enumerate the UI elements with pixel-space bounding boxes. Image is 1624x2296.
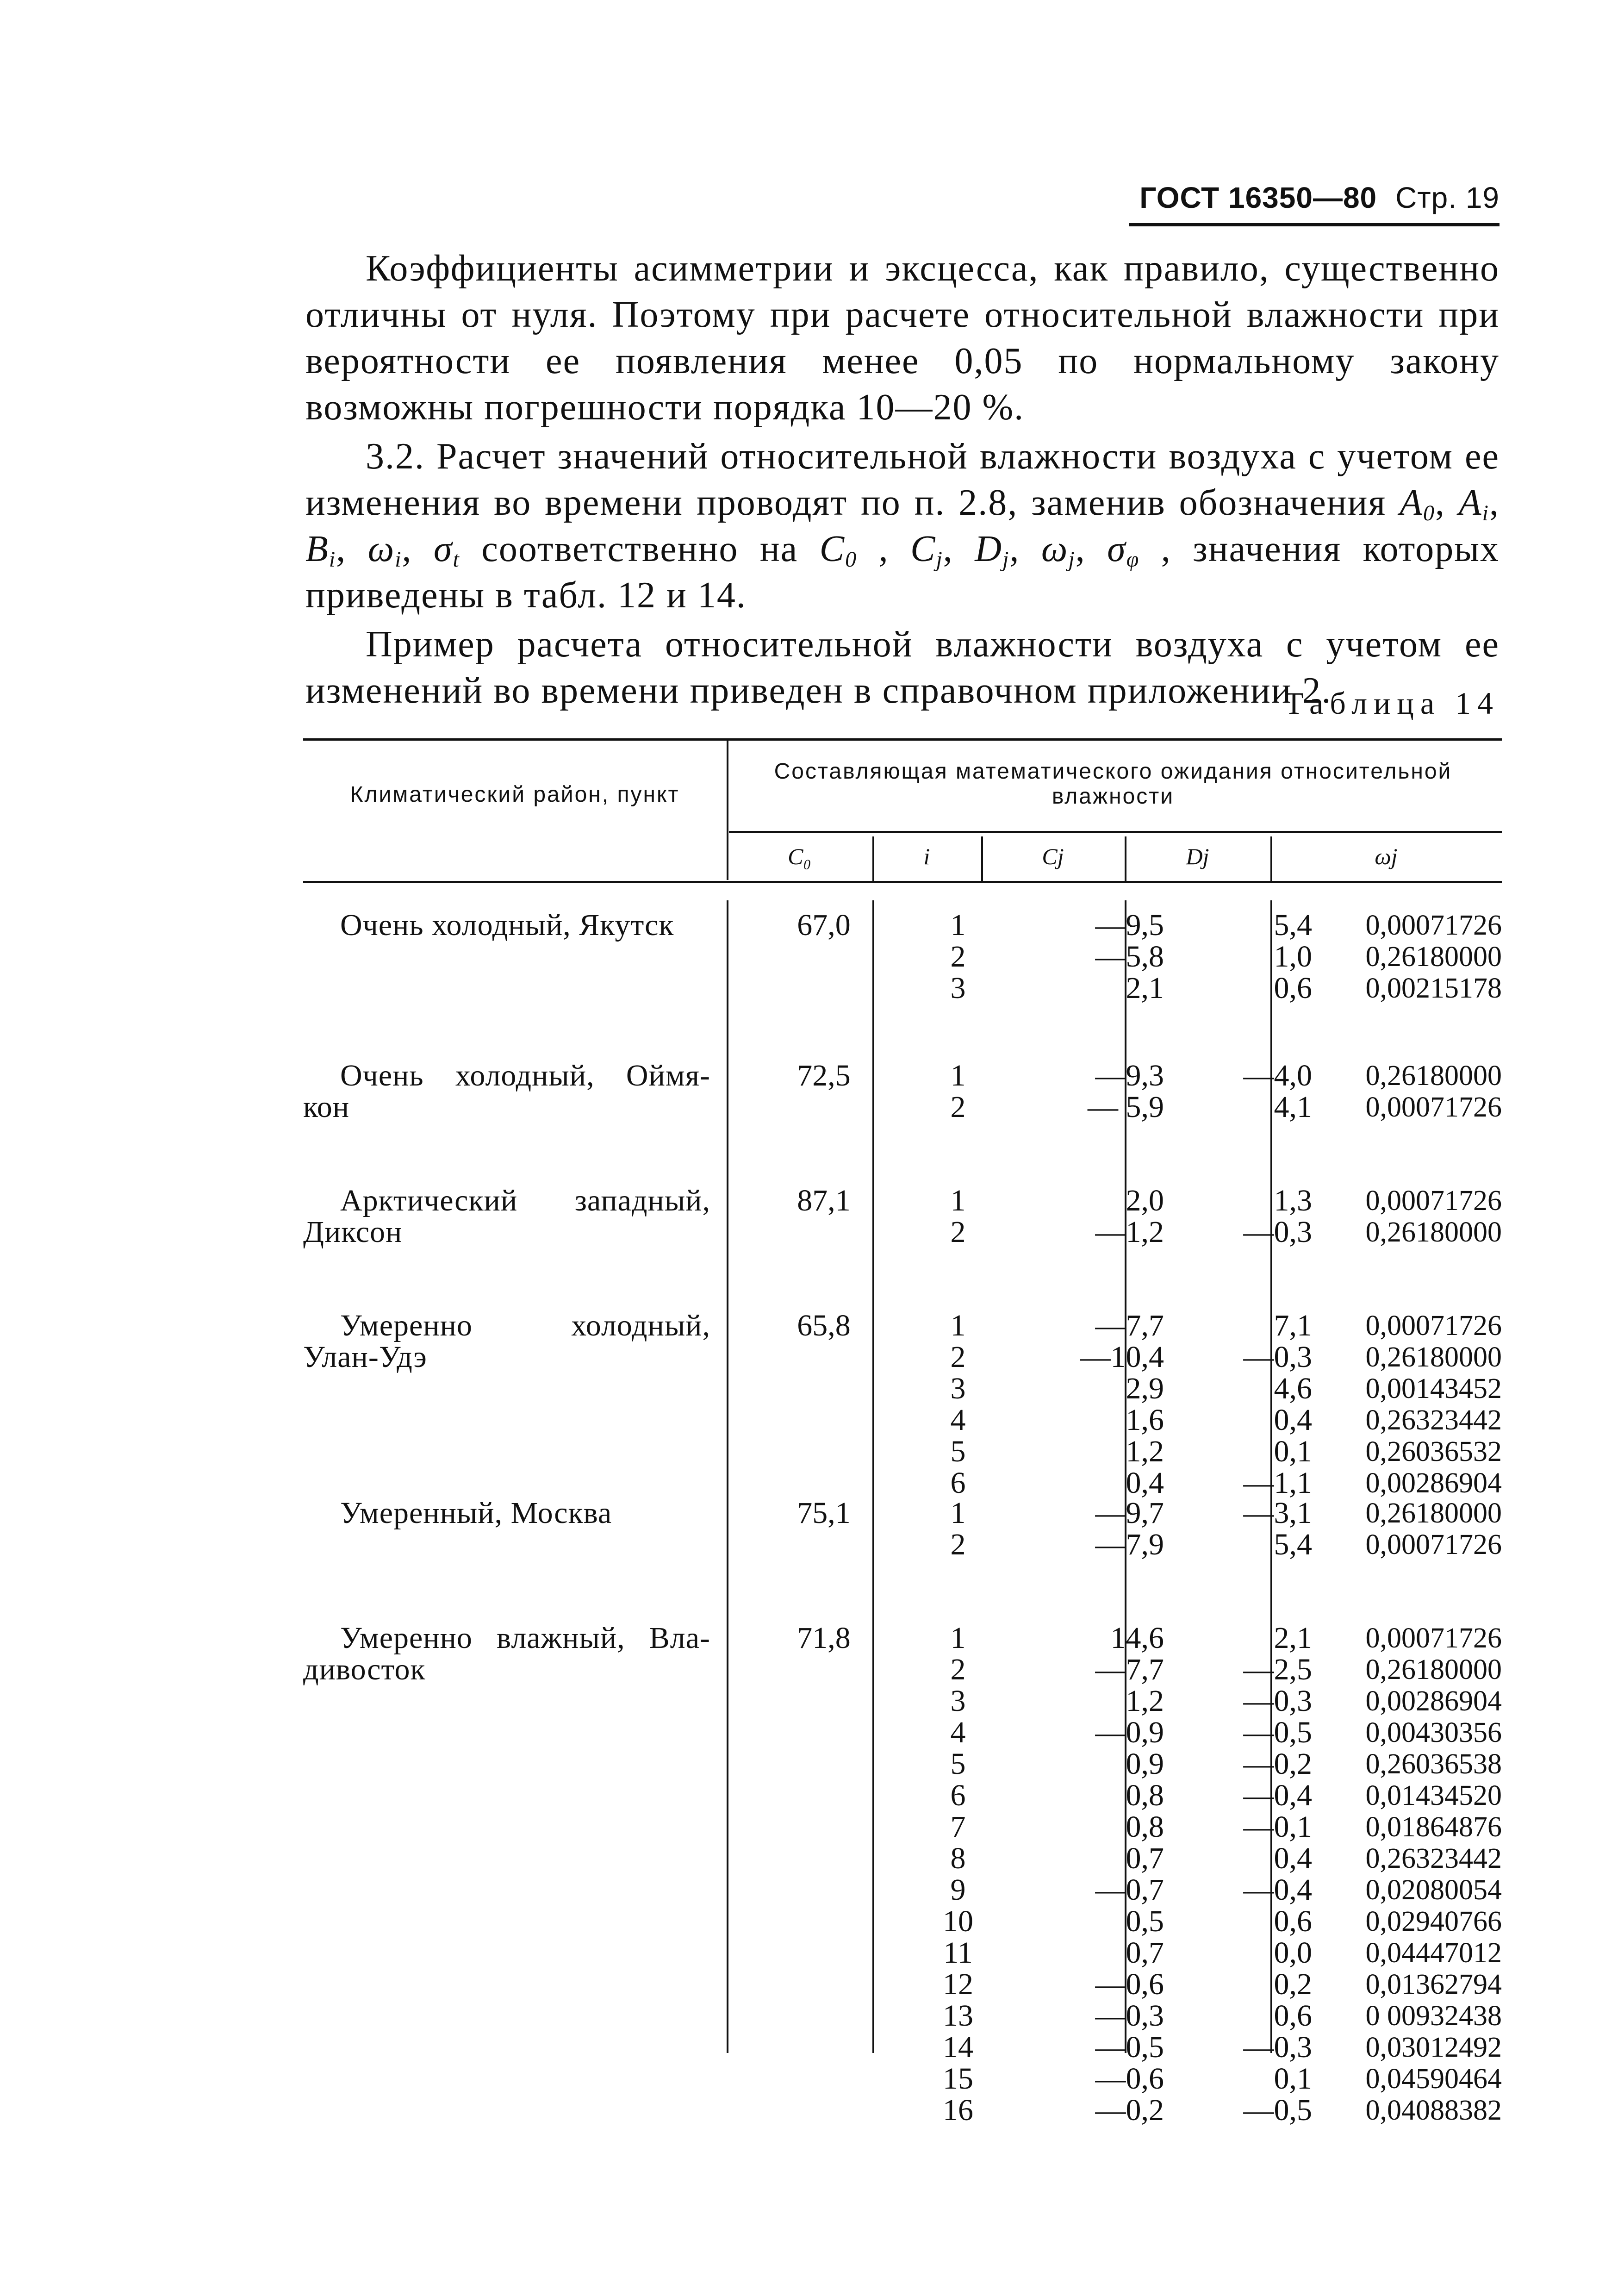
table-row — [303, 1906, 1502, 1937]
harmonic-index: 1 — [950, 1309, 966, 1342]
omega-j-value: 0,26180000 — [1365, 1060, 1502, 1092]
harmonic-index: 14 — [943, 2030, 973, 2064]
harmonic-index: 1 — [950, 1184, 966, 1217]
omega-j-value: 0,26180000 — [1365, 1654, 1502, 1685]
table-row — [303, 1937, 1502, 1969]
symbol-sigma-t: $\sigma_t$ — [434, 529, 460, 572]
table-row — [303, 1874, 1502, 1906]
dj-value: 0,6 — [1274, 1999, 1312, 2033]
cj-value: 2,0 — [1126, 1184, 1164, 1217]
dj-value: 1,0 — [1274, 940, 1312, 973]
table-row — [303, 1217, 1502, 1248]
column-header-omega-j: ωj — [1375, 843, 1398, 869]
omega-j-value: 0,01434520 — [1365, 1780, 1502, 1811]
paragraph-3-2-text-b: соответственно на — [460, 529, 820, 569]
table-row — [303, 1497, 1502, 1529]
c0-value: 72,5 — [797, 1059, 851, 1092]
omega-j-value: 0,00071726 — [1365, 910, 1502, 941]
dj-value: 0,2 — [1274, 1967, 1312, 2001]
omega-j-value: 0,03012492 — [1365, 2032, 1502, 2063]
omega-j-value: 0,00071726 — [1365, 1622, 1502, 1654]
dj-value: 5,4 — [1274, 1528, 1312, 1561]
dj-value: 0,0 — [1274, 1936, 1312, 1970]
harmonic-index: 1 — [950, 908, 966, 942]
paragraph-coefficients: Коэффициенты асимметрии и эксцесса, как правило, существенно отличны от нуля. Поэтому при расчете относительной влажности при вероятности ее появления менее 0,05 по нормальному закону возможны погрешности порядка 10—20 %. — [305, 248, 1500, 428]
c0-value: 75,1 — [797, 1496, 851, 1530]
harmonic-index: 1 — [950, 1621, 966, 1655]
dj-value: —1,1 — [1243, 1466, 1312, 1500]
omega-j-value: 0,26036538 — [1365, 1748, 1502, 1780]
omega-j-value: 0,26180000 — [1365, 1341, 1502, 1373]
dj-value: —0,1 — [1243, 1810, 1312, 1844]
table-row — [303, 1843, 1502, 1874]
column-header-dj: Dj — [1186, 843, 1209, 869]
symbol-sigma-phi: $\sigma_\varphi$ — [1107, 529, 1140, 572]
table-row — [303, 1529, 1502, 1560]
table-row — [303, 941, 1502, 973]
table-row — [303, 2095, 1502, 2126]
cj-value: 0,7 — [1126, 1936, 1164, 1970]
region-name-line-1: Умеренный, Москва — [340, 1496, 612, 1530]
omega-j-value: 0,00071726 — [1365, 1185, 1502, 1217]
header-rule — [1129, 223, 1500, 226]
cj-value: 14,6 — [1110, 1621, 1164, 1655]
table-row — [303, 1811, 1502, 1843]
dj-value: 0,6 — [1274, 971, 1312, 1005]
symbol-omega-j: $\omega_j$ — [1041, 529, 1076, 572]
cj-value: — 5,9 — [1088, 1090, 1164, 1124]
omega-j-value: 0,01864876 — [1365, 1811, 1502, 1843]
region-name-line-2: дивосток — [303, 1653, 426, 1686]
omega-j-value: 0,26180000 — [1365, 1217, 1502, 1248]
table-row — [303, 973, 1502, 1004]
body-text — [305, 245, 1500, 714]
dj-value: 0,4 — [1274, 1403, 1312, 1437]
symbol-ai: $A_i$ — [1458, 482, 1489, 525]
table-row — [303, 2032, 1502, 2063]
omega-j-value: 0,00430356 — [1365, 1717, 1502, 1748]
cj-value: 0,8 — [1126, 1778, 1164, 1812]
c0-value: 87,1 — [797, 1184, 851, 1217]
harmonic-index: 1 — [950, 1496, 966, 1530]
dj-value: —0,4 — [1243, 1778, 1312, 1812]
cj-value: —7,9 — [1095, 1528, 1164, 1561]
paragraph-example: Пример расчета относительной влажности воздуха с учетом ее изменений во времени приведен в справочном приложении 2. — [305, 624, 1500, 711]
cj-value: —0,9 — [1095, 1716, 1164, 1749]
table-row — [303, 1685, 1502, 1717]
region-name-line-1: Очень холодный, Оймя- — [340, 1059, 710, 1092]
cj-value: —7,7 — [1095, 1653, 1164, 1686]
cj-value: 2,9 — [1126, 1372, 1164, 1405]
symbol-c0: $C_0$ — [819, 529, 858, 572]
table-subheader-rule — [729, 831, 1502, 833]
table-row — [303, 2063, 1502, 2095]
paragraph-3-2-text-a: 3.2. Расчет значений относительной влажности воздуха с учетом ее изменения во времени проводят по п. 2.8, заменив обозначения — [305, 436, 1500, 523]
cj-value: 2,1 — [1126, 971, 1164, 1005]
c0-value: 71,8 — [797, 1621, 851, 1655]
cj-value: —9,5 — [1095, 908, 1164, 942]
omega-j-value: 0,00215178 — [1365, 973, 1502, 1004]
harmonic-index: 6 — [950, 1466, 966, 1500]
harmonic-index: 16 — [943, 2093, 973, 2127]
table-row — [303, 1654, 1502, 1685]
table-row — [303, 1436, 1502, 1467]
symbol-a0: $A_0$ — [1400, 482, 1435, 525]
table-row — [303, 1373, 1502, 1404]
dj-value: —0,5 — [1243, 1716, 1312, 1749]
omega-j-value: 0,02080054 — [1365, 1874, 1502, 1906]
omega-j-value: 0,26323442 — [1365, 1843, 1502, 1874]
harmonic-index: 3 — [950, 1372, 966, 1405]
cj-value: —1,2 — [1095, 1215, 1164, 1249]
harmonic-index: 7 — [950, 1810, 966, 1844]
omega-j-value: 0,00286904 — [1365, 1467, 1502, 1499]
omega-j-value: 0,26036532 — [1365, 1436, 1502, 1467]
cj-value: —0,7 — [1095, 1873, 1164, 1907]
dj-value: —2,5 — [1243, 1653, 1312, 1686]
dj-value: —0,3 — [1243, 1684, 1312, 1718]
omega-j-value: 0,04088382 — [1365, 2095, 1502, 2126]
cj-value: 1,2 — [1126, 1435, 1164, 1468]
table-row — [303, 1467, 1502, 1499]
omega-j-value: 0 00932438 — [1365, 2000, 1502, 2032]
humidity-table — [303, 734, 1502, 2127]
harmonic-index: 8 — [950, 1841, 966, 1875]
paragraph-3-2-text-c: , значения которых приведены в табл. 12 и 14. — [305, 529, 1500, 616]
paragraph-3-2: 3.2. Расчет значений относительной влажности воздуха с учетом ее изменения во времени проводят по п. 2.8, заменив обозначения $A_0$, $A_i$, $B_i$, $\omega_i$, $\sigma_t$ соответственно на $C_0$ , $C_j$, $D_j$, $\omega_j$, $\sigma_\varphi$ , значения которых приведены в табл. 12 и 14. — [305, 436, 1500, 616]
cj-value: —0,6 — [1095, 1967, 1164, 2001]
column-header-cj: Cj — [1042, 843, 1064, 869]
harmonic-index: 5 — [950, 1435, 966, 1468]
region-name-line-1: Арктический западный, — [340, 1184, 710, 1217]
cj-value: 0,8 — [1126, 1810, 1164, 1844]
region-name-line-2: кон — [303, 1090, 350, 1124]
region-name-line-2: Диксон — [303, 1215, 403, 1249]
table-row — [303, 1404, 1502, 1436]
dj-value: —3,1 — [1243, 1496, 1312, 1530]
harmonic-index: 11 — [943, 1936, 973, 1970]
dj-value: 1,3 — [1274, 1184, 1312, 1217]
omega-j-value: 0,00071726 — [1365, 1310, 1502, 1341]
dj-value: 4,1 — [1274, 1090, 1312, 1124]
symbol-bi: $B_i$ — [305, 529, 336, 572]
table-row — [303, 1622, 1502, 1654]
omega-j-value: 0,00071726 — [1365, 1529, 1502, 1560]
table-row — [303, 1185, 1502, 1217]
cj-value: —10,4 — [1080, 1340, 1164, 1374]
dj-value: 0,1 — [1274, 1435, 1312, 1468]
dj-value: 2,1 — [1274, 1621, 1312, 1655]
cj-value: —9,7 — [1095, 1496, 1164, 1530]
dj-value: 0,1 — [1274, 2062, 1312, 2096]
table-row — [303, 1341, 1502, 1373]
cj-value: 1,6 — [1126, 1403, 1164, 1437]
table-row — [303, 1748, 1502, 1780]
harmonic-index: 2 — [950, 1215, 966, 1249]
symbol-omega-i: $\omega_i$ — [367, 529, 402, 572]
table-caption: Таблица 14 — [1284, 686, 1500, 721]
cj-value: 0,4 — [1126, 1466, 1164, 1500]
omega-j-value: 0,04447012 — [1365, 1937, 1502, 1969]
standard-number: ГОСТ 16350—80 — [1139, 181, 1377, 214]
table-row — [303, 1060, 1502, 1092]
cj-value: —9,3 — [1095, 1059, 1164, 1092]
symbol-cj: $C_j$ — [910, 529, 943, 572]
dj-value: —4,0 — [1243, 1059, 1312, 1092]
table-top-rule — [303, 738, 1502, 741]
omega-j-value: 0,26180000 — [1365, 1497, 1502, 1529]
header-expectation-component: Составляющая математического ожидания относительной влажности — [774, 759, 1452, 809]
table-row — [303, 1310, 1502, 1341]
cj-value: —0,5 — [1095, 2030, 1164, 2064]
dj-value: —0,3 — [1243, 1215, 1312, 1249]
cj-value: —7,7 — [1095, 1309, 1164, 1342]
harmonic-index: 2 — [950, 940, 966, 973]
cj-value: —0,6 — [1095, 2062, 1164, 2096]
omega-j-value: 0,00286904 — [1365, 1685, 1502, 1717]
omega-j-value: 0,04590464 — [1365, 2063, 1502, 2095]
symbol-dj: $D_j$ — [975, 529, 1010, 572]
omega-j-value: 0,00071726 — [1365, 1092, 1502, 1123]
header-region: Климатический район, пункт — [350, 782, 680, 807]
table-header-bottom-rule — [303, 881, 1502, 883]
table-row — [303, 1092, 1502, 1123]
column-header-i: i — [923, 843, 930, 869]
table-row — [303, 1969, 1502, 2000]
omega-j-value: 0,26180000 — [1365, 941, 1502, 973]
harmonic-index: 9 — [950, 1873, 966, 1907]
dj-value: 4,6 — [1274, 1372, 1312, 1405]
cj-value: —0,2 — [1095, 2093, 1164, 2127]
omega-j-value: 0,02940766 — [1365, 1906, 1502, 1937]
c0-value: 65,8 — [797, 1309, 851, 1342]
harmonic-index: 5 — [950, 1747, 966, 1781]
harmonic-index: 4 — [950, 1403, 966, 1437]
table-row — [303, 2000, 1502, 2032]
omega-j-value: 0,01362794 — [1365, 1969, 1502, 2000]
dj-value: —0,2 — [1243, 1747, 1312, 1781]
harmonic-index: 12 — [943, 1967, 973, 2001]
harmonic-index: 2 — [950, 1528, 966, 1561]
harmonic-index: 15 — [943, 2062, 973, 2096]
dj-value: —0,5 — [1243, 2093, 1312, 2127]
dj-value: 7,1 — [1274, 1309, 1312, 1342]
dj-value: 0,4 — [1274, 1841, 1312, 1875]
cj-value: 0,7 — [1126, 1841, 1164, 1875]
c0-value: 67,0 — [797, 908, 851, 942]
harmonic-index: 2 — [950, 1653, 966, 1686]
table-row — [303, 910, 1502, 941]
column-header-c0: C₀ — [788, 843, 811, 869]
region-name-line-2: Улан-Удэ — [303, 1340, 427, 1374]
cj-value: 1,2 — [1126, 1684, 1164, 1718]
harmonic-index: 4 — [950, 1716, 966, 1749]
cj-value: —0,3 — [1095, 1999, 1164, 2033]
dj-value: 5,4 — [1274, 908, 1312, 942]
omega-j-value: 0,26323442 — [1365, 1404, 1502, 1436]
table-row — [303, 1717, 1502, 1748]
page-number: Стр. 19 — [1395, 181, 1500, 214]
harmonic-index: 10 — [943, 1904, 973, 1938]
omega-j-value: 0,00143452 — [1365, 1373, 1502, 1404]
cj-value: —5,8 — [1095, 940, 1164, 973]
cj-value: 0,9 — [1126, 1747, 1164, 1781]
harmonic-index: 3 — [950, 1684, 966, 1718]
region-name-line-1: Очень холодный, Якутск — [340, 908, 674, 942]
harmonic-index: 6 — [950, 1778, 966, 1812]
cj-value: 0,5 — [1126, 1904, 1164, 1938]
dj-value: —0,4 — [1243, 1873, 1312, 1907]
harmonic-index: 1 — [950, 1059, 966, 1092]
region-name-line-1: Умеренно влажный, Вла- — [340, 1621, 710, 1655]
dj-value: —0,3 — [1243, 2030, 1312, 2064]
harmonic-index: 2 — [950, 1340, 966, 1374]
running-header — [1129, 181, 1500, 215]
dj-value: —0,3 — [1243, 1340, 1312, 1374]
harmonic-index: 13 — [943, 1999, 973, 2033]
table-row — [303, 1780, 1502, 1811]
region-name-line-1: Умеренно холодный, — [340, 1309, 710, 1342]
dj-value: 0,6 — [1274, 1904, 1312, 1938]
harmonic-index: 3 — [950, 971, 966, 1005]
harmonic-index: 2 — [950, 1090, 966, 1124]
